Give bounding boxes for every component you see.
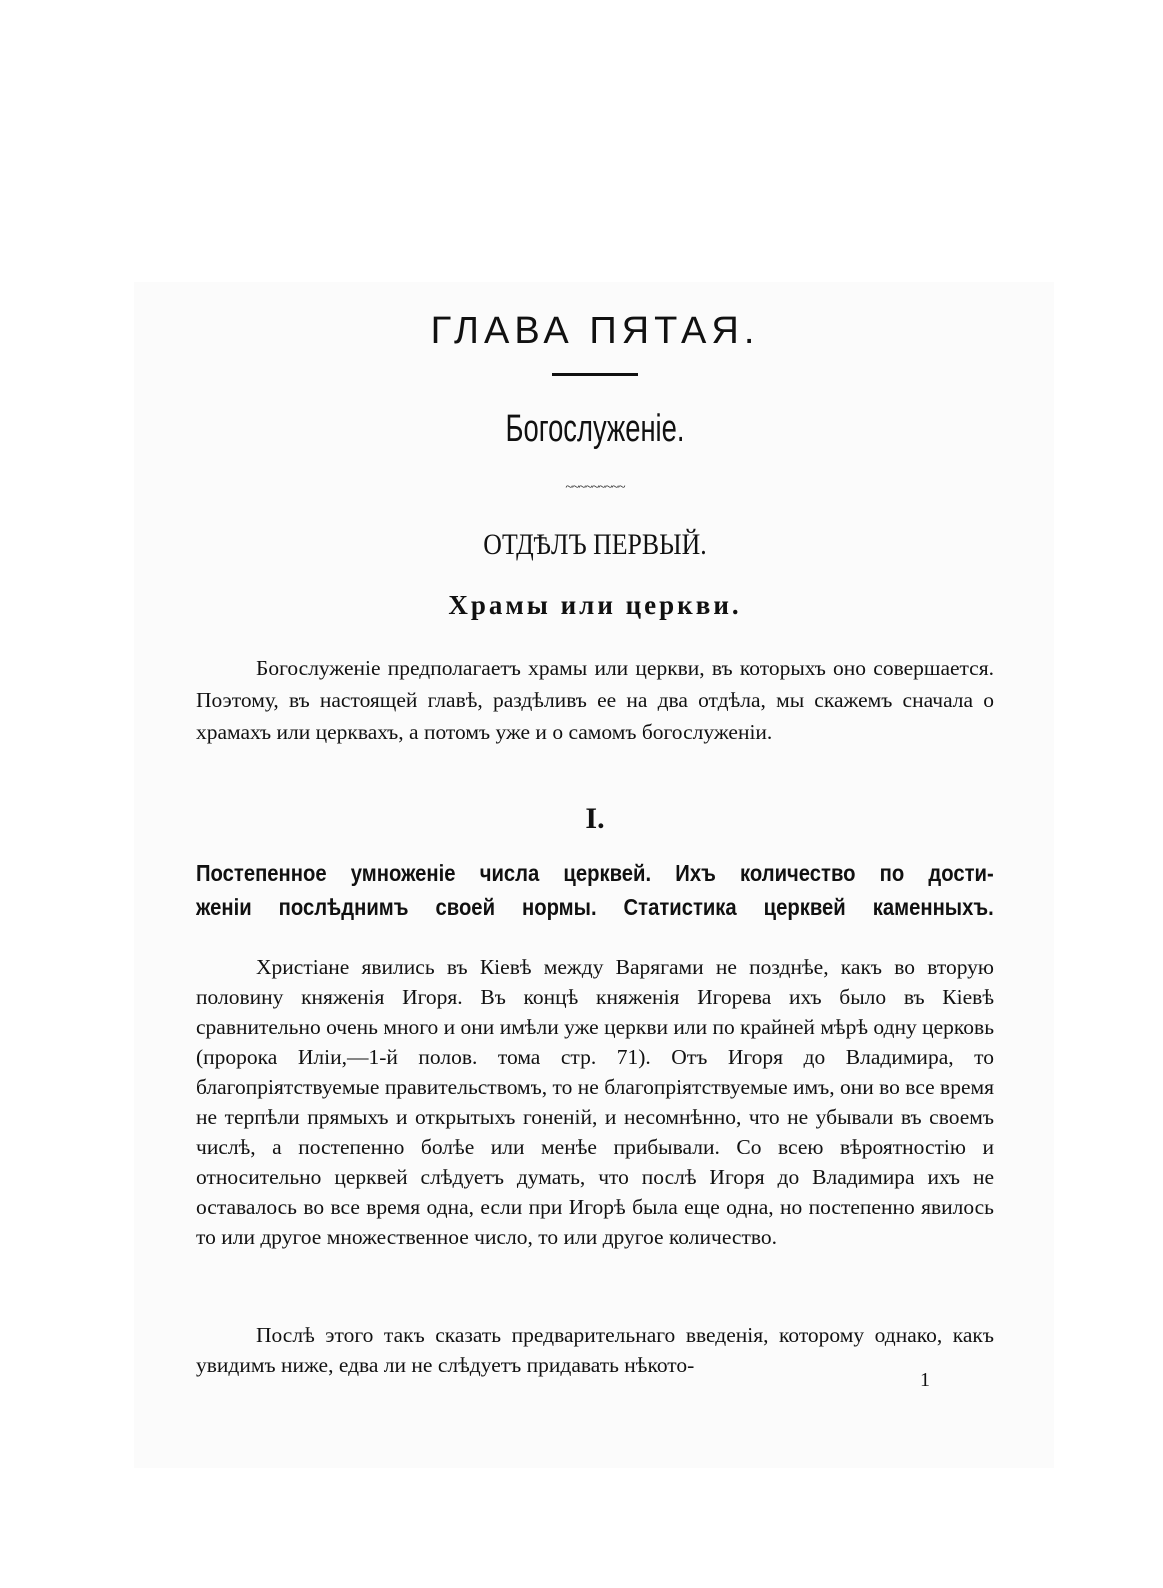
title-divider — [552, 373, 638, 376]
section-title: ОТДѢЛЪ ПЕРВЫЙ. — [483, 528, 707, 561]
chapter-title: ГЛАВА ПЯТАЯ. — [430, 310, 760, 352]
part-heading-line: Постепенное умноженіе числа церквей. Ихъ количество по дости- — [196, 860, 994, 886]
document-page — [196, 296, 994, 1456]
section-subtitle: Храмы или церкви. — [448, 590, 742, 620]
body-paragraph: Послѣ этого такъ сказать предварительнаго введенія, которому однако, какъ увидимъ ниже, едва ли не слѣдуетъ придавать нѣкото- — [196, 1323, 994, 1377]
intro-paragraph: Богослуженіе предполагаетъ храмы или церкви, въ которыхъ оно совершается. Поэтому, въ настоящей главѣ, раздѣливъ ее на два отдѣла, мы скажемъ сначала о храмахъ или церквахъ, а потомъ уже и о самомъ богослуженіи. — [196, 656, 994, 744]
ornament-divider: ~~~~~~~~~ — [565, 480, 625, 495]
page-number: 1 — [920, 1369, 930, 1391]
part-number: I. — [585, 802, 605, 835]
part-heading — [196, 856, 994, 924]
chapter-subject: Богослуженіе. — [505, 408, 685, 450]
part-heading-line: женіи послѣднимъ своей нормы. Статистика церквей каменныхъ. — [196, 894, 994, 920]
body-paragraph: Христіане явились въ Кіевѣ между Варягами не позднѣе, какъ во вторую половину княженія Игоря. Въ концѣ княженія Игорева ихъ было въ Кіевѣ сравнительно очень много и они имѣли уже церкви или по крайней мѣрѣ одну церковь (пророка Иліи,—1-й полов. тома стр. 71). Отъ Игоря до Владимира, то благопріятствуемые правительствомъ, то не благопріятствуемые имъ, они во все время не терпѣли прямыхъ и открытыхъ гоненій, и несомнѣнно, что не убывали въ своемъ числѣ, а постепенно болѣе или менѣе прибывали. Со всею вѣроятностію и относительно церквей слѣдуетъ думать, что послѣ Игоря до Владимира ихъ не оставалось во все время одна, если при Игорѣ была еще одна, но постепенно явилось то или другое множественное число, то или другое количество. — [196, 955, 994, 1249]
